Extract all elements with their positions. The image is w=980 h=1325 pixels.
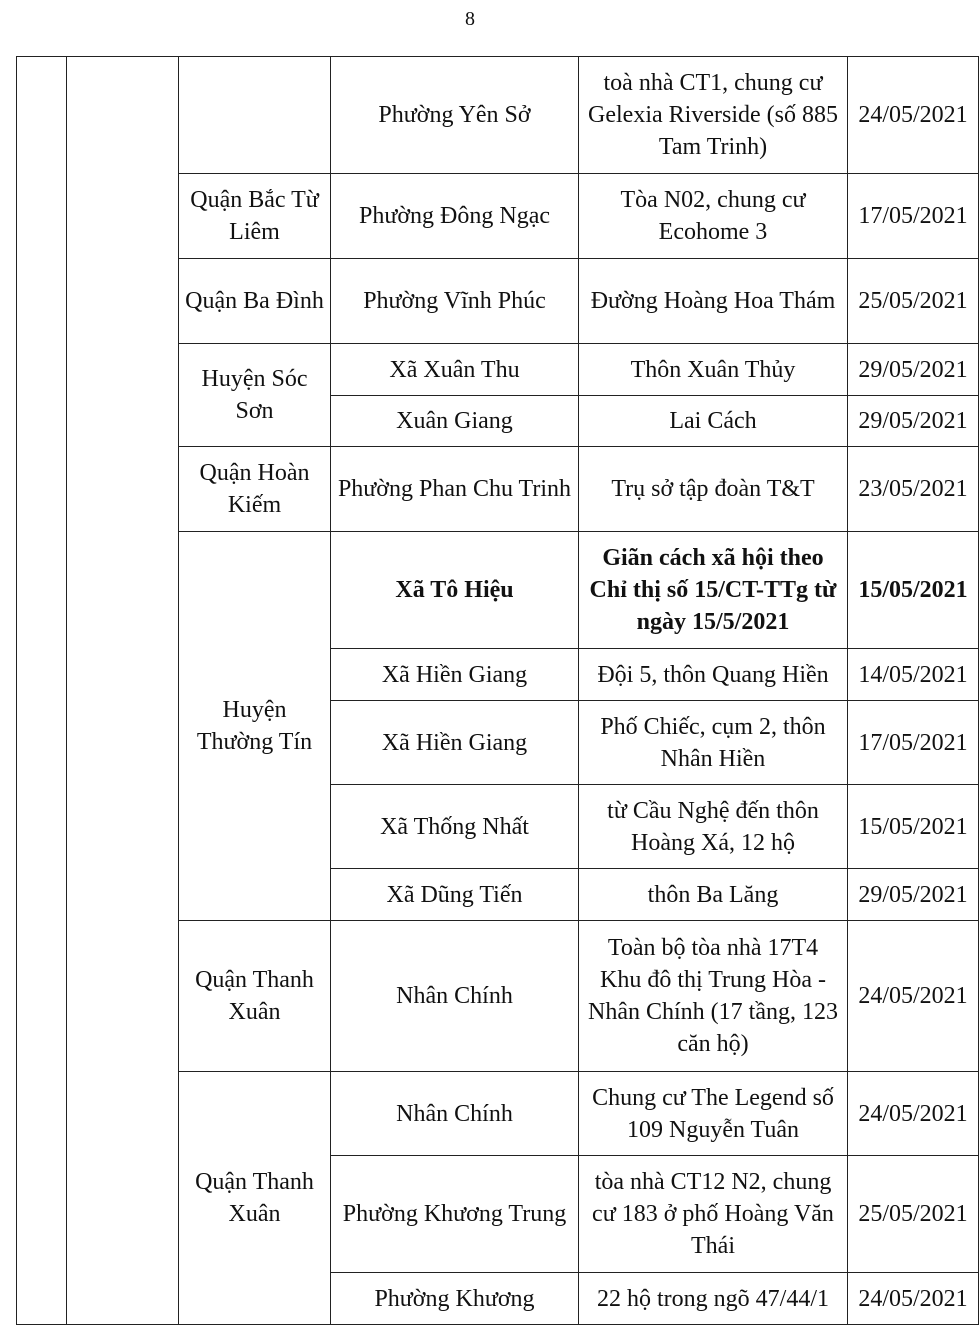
date-cell: 15/05/2021 bbox=[848, 785, 979, 869]
ward-cell: Xã Hiền Giang bbox=[331, 649, 579, 701]
location-cell: Chung cư The Legend số 109 Nguyễn Tuân bbox=[579, 1072, 848, 1156]
date-cell: 29/05/2021 bbox=[848, 344, 979, 396]
district-cell: Quận Thanh Xuân bbox=[179, 921, 331, 1072]
location-cell: Giãn cách xã hội theo Chỉ thị số 15/CT-TTg từ ngày 15/5/2021 bbox=[579, 532, 848, 649]
district-cell: Huyện Thường Tín bbox=[179, 532, 331, 921]
date-cell: 24/05/2021 bbox=[848, 1072, 979, 1156]
district-cell: Quận Ba Đình bbox=[179, 259, 331, 344]
ward-cell: Phường Khương bbox=[331, 1273, 579, 1325]
index-cell bbox=[17, 57, 67, 1325]
date-cell: 15/05/2021 bbox=[848, 532, 979, 649]
location-cell: toà nhà CT1, chung cư Gelexia Riverside (số 885 Tam Trinh) bbox=[579, 57, 848, 174]
location-cell: tòa nhà CT12 N2, chung cư 183 ở phố Hoàng Văn Thái bbox=[579, 1156, 848, 1273]
ward-cell: Xã Thống Nhất bbox=[331, 785, 579, 869]
district-cell: Quận Bắc Từ Liêm bbox=[179, 174, 331, 259]
date-cell: 17/05/2021 bbox=[848, 174, 979, 259]
date-cell: 25/05/2021 bbox=[848, 259, 979, 344]
location-cell: thôn Ba Lăng bbox=[579, 869, 848, 921]
location-cell: Trụ sở tập đoàn T&T bbox=[579, 447, 848, 532]
page-number: 8 bbox=[465, 8, 475, 30]
location-cell: Thôn Xuân Thủy bbox=[579, 344, 848, 396]
ward-cell: Nhân Chính bbox=[331, 1072, 579, 1156]
date-cell: 29/05/2021 bbox=[848, 396, 979, 447]
date-cell: 29/05/2021 bbox=[848, 869, 979, 921]
ward-cell: Phường Vĩnh Phúc bbox=[331, 259, 579, 344]
ward-cell: Xã Hiền Giang bbox=[331, 701, 579, 785]
ward-cell: Phường Yên Sở bbox=[331, 57, 579, 174]
district-cell: Huyện Sóc Sơn bbox=[179, 344, 331, 447]
ward-cell: Xã Xuân Thu bbox=[331, 344, 579, 396]
ward-cell: Xuân Giang bbox=[331, 396, 579, 447]
date-cell: 24/05/2021 bbox=[848, 57, 979, 174]
date-cell: 17/05/2021 bbox=[848, 701, 979, 785]
ward-cell: Nhân Chính bbox=[331, 921, 579, 1072]
location-cell: Đội 5, thôn Quang Hiền bbox=[579, 649, 848, 701]
ward-cell: Phường Khương Trung bbox=[331, 1156, 579, 1273]
location-cell: Phố Chiếc, cụm 2, thôn Nhân Hiền bbox=[579, 701, 848, 785]
date-cell: 25/05/2021 bbox=[848, 1156, 979, 1273]
location-cell: Đường Hoàng Hoa Thám bbox=[579, 259, 848, 344]
district-cell bbox=[179, 57, 331, 174]
ward-cell: Xã Tô Hiệu bbox=[331, 532, 579, 649]
outbreak-locations-table bbox=[16, 56, 979, 1325]
city-cell bbox=[67, 57, 179, 1325]
date-cell: 14/05/2021 bbox=[848, 649, 979, 701]
ward-cell: Phường Phan Chu Trinh bbox=[331, 447, 579, 532]
district-cell: Quận Hoàn Kiếm bbox=[179, 447, 331, 532]
location-cell: Lai Cách bbox=[579, 396, 848, 447]
ward-cell: Xã Dũng Tiến bbox=[331, 869, 579, 921]
location-cell: Toàn bộ tòa nhà 17T4 Khu đô thị Trung Hòa - Nhân Chính (17 tầng, 123 căn hộ) bbox=[579, 921, 848, 1072]
district-cell: Quận Thanh Xuân bbox=[179, 1072, 331, 1325]
location-cell: từ Cầu Nghệ đến thôn Hoàng Xá, 12 hộ bbox=[579, 785, 848, 869]
date-cell: 24/05/2021 bbox=[848, 1273, 979, 1325]
date-cell: 23/05/2021 bbox=[848, 447, 979, 532]
location-cell: Tòa N02, chung cư Ecohome 3 bbox=[579, 174, 848, 259]
table-row bbox=[17, 57, 979, 174]
ward-cell: Phường Đông Ngạc bbox=[331, 174, 579, 259]
date-cell: 24/05/2021 bbox=[848, 921, 979, 1072]
location-cell: 22 hộ trong ngõ 47/44/1 bbox=[579, 1273, 848, 1325]
